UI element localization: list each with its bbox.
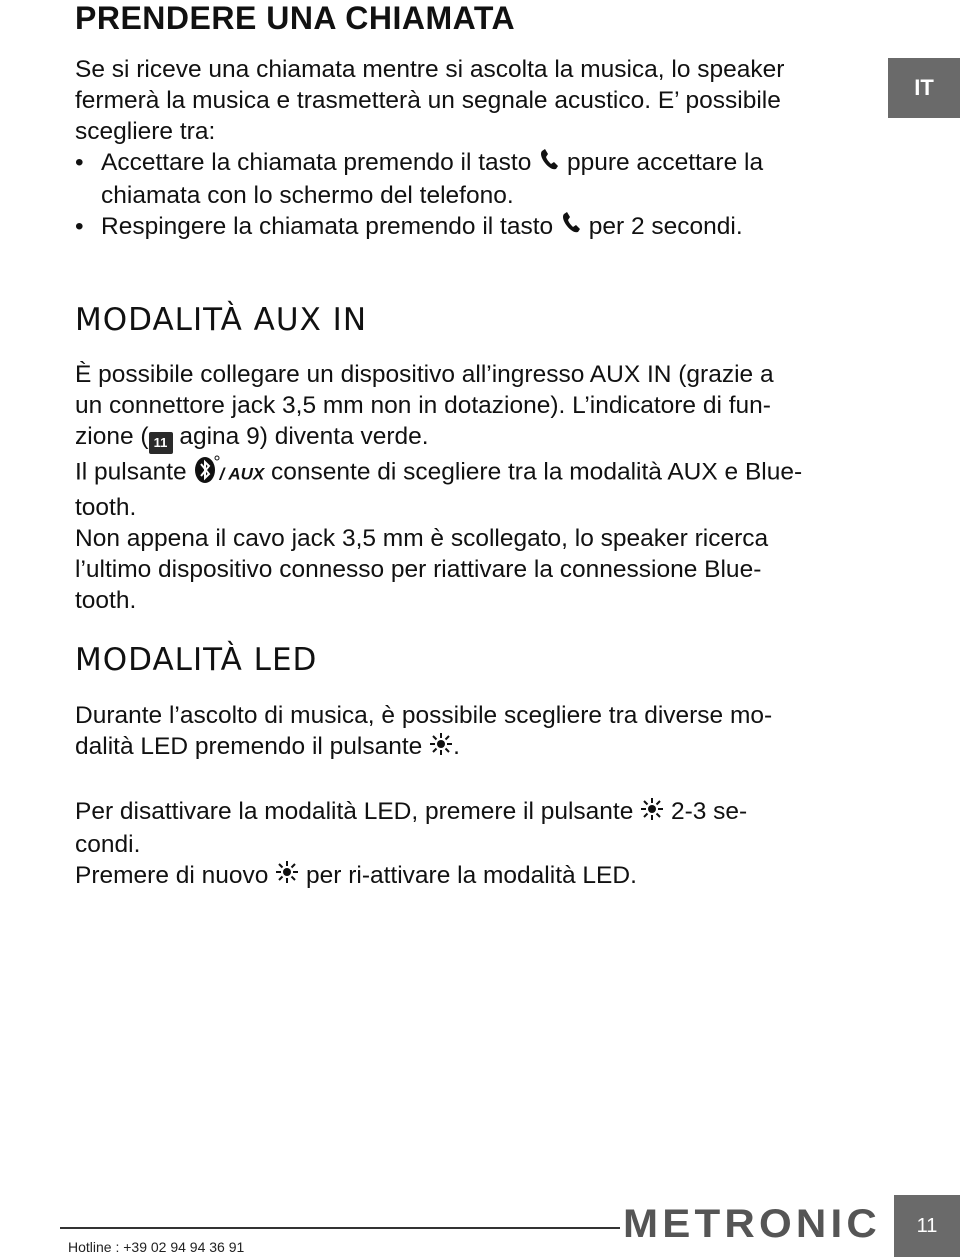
text-span: per ri-attivare la modalità LED. [306,861,637,889]
text-line: un connettore jack 3,5 mm non in dotazione). L’indicatore di fun- [75,392,771,419]
text-line: fermerà la musica e trasmetterà un segnale acustico. E’ possibile [75,87,781,114]
sun-icon [640,797,664,829]
hotline-text: Hotline : +39 02 94 94 36 91 [68,1239,245,1255]
section-title-led: MODALITÀ LED [75,642,318,678]
text-span: ppure accettare la [566,149,764,176]
aux-label: / AUX [219,464,265,484]
language-tab: IT [888,58,960,118]
aux-paragraph [75,359,887,616]
metronic-logo [623,1203,885,1243]
text-line [75,860,887,893]
phone-icon [560,211,582,243]
text-span: 2-3 se- [670,798,748,825]
text-line: Se si riceve una chiamata mentre si ascolta la musica, lo speaker [75,56,785,83]
text-span: Per disattivare la modalità LED, premere il pulsante [75,798,634,825]
text-line [75,454,887,492]
text-span: zione ( [75,423,149,450]
text-line: Non appena il cavo jack 3,5 mm è scollegato, lo speaker ricerca [75,525,769,552]
text-span: agina 9) diventa verde. [179,423,429,450]
section-title-aux: MODALITÀ AUX IN [75,302,368,338]
text-span: chiamata con lo schermo del telefono. [101,181,514,209]
text-line: scegliere tra: [75,118,216,145]
bullet-dot: • [75,212,84,240]
section-title-call: PRENDERE UNA CHIAMATA [75,0,516,36]
text-line: tooth. [75,587,137,614]
sun-icon [275,860,299,892]
text-line: tooth. [75,494,137,521]
call-paragraph [75,54,887,243]
text-span: dalità LED premendo il pulsante [75,733,423,760]
sun-icon [429,732,453,764]
text-span: per 2 secondi. [588,212,743,240]
brand-name: METRONIC [623,1203,881,1243]
phone-icon [538,148,560,180]
text-line: l’ultimo dispositivo connesso per riattivare la connessione Blue- [75,556,762,583]
bluetooth-icon [194,454,220,492]
text-span: consente di scegliere tra la modalità AUX e Blue- [271,458,803,486]
indicator-badge: 11 [149,432,173,454]
text-span: Accettare la chiamata premendo il tasto [101,149,532,176]
text-span: Il pulsante [75,458,187,486]
bullet-accept [75,147,887,211]
text-line [75,731,887,764]
text-line: Durante l’ascolto di musica, è possibile scegliere tra diverse mo- [75,702,773,729]
footer-divider [60,1227,620,1229]
text-line: È possibile collegare un dispositivo all’ingresso AUX IN (grazie a [75,361,774,388]
led-paragraph-2 [75,796,887,892]
bullet-reject [75,211,887,244]
text-line: condi. [75,830,141,858]
page-number: 11 [894,1195,960,1257]
text-span: Respingere la chiamata premendo il tasto [101,212,554,240]
text-span: . [453,733,460,760]
bullet-dot: • [75,149,84,176]
text-span: Premere di nuovo [75,861,269,889]
led-paragraph-1 [75,700,887,764]
text-line [75,421,887,454]
text-line [75,796,887,829]
